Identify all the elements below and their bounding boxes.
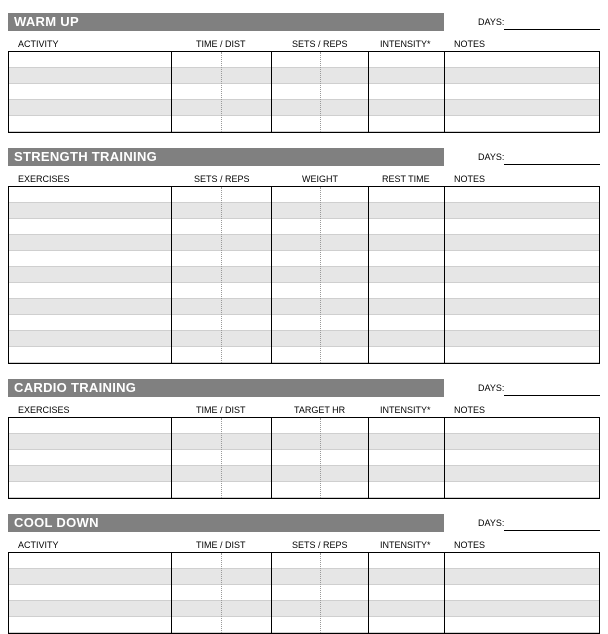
- column-header: NOTES: [454, 39, 486, 49]
- sub-column-divider: [221, 187, 222, 363]
- sub-column-divider: [320, 418, 321, 498]
- column-divider: [171, 187, 172, 363]
- table-row[interactable]: [9, 116, 599, 132]
- table-row[interactable]: [9, 569, 599, 585]
- table-row[interactable]: [9, 331, 599, 347]
- table-row[interactable]: [9, 187, 599, 203]
- log-table: [8, 552, 600, 634]
- log-table: [8, 51, 600, 133]
- days-label: DAYS:: [478, 17, 505, 27]
- column-header: EXERCISES: [18, 405, 70, 415]
- column-header: SETS / REPS: [292, 39, 348, 49]
- days-input-line[interactable]: [504, 164, 600, 165]
- column-divider: [444, 418, 445, 498]
- column-divider: [444, 553, 445, 633]
- table-row[interactable]: [9, 283, 599, 299]
- days-label: DAYS:: [478, 518, 505, 528]
- sub-column-divider: [320, 52, 321, 132]
- section-title: CARDIO TRAINING: [8, 379, 444, 397]
- log-table: [8, 417, 600, 499]
- table-row[interactable]: [9, 84, 599, 100]
- days-label: DAYS:: [478, 383, 505, 393]
- column-header: SETS / REPS: [194, 174, 250, 184]
- column-header: REST TIME: [382, 174, 430, 184]
- column-header: NOTES: [454, 405, 486, 415]
- table-row[interactable]: [9, 466, 599, 482]
- table-row[interactable]: [9, 585, 599, 601]
- section-title: STRENGTH TRAINING: [8, 148, 444, 166]
- section-title: WARM UP: [8, 13, 444, 31]
- column-header: INTENSITY*: [380, 405, 431, 415]
- column-header: TIME / DIST: [196, 39, 246, 49]
- table-row[interactable]: [9, 434, 599, 450]
- sub-column-divider: [221, 52, 222, 132]
- table-row[interactable]: [9, 482, 599, 498]
- column-divider: [368, 553, 369, 633]
- sub-column-divider: [221, 553, 222, 633]
- column-divider: [171, 418, 172, 498]
- sub-column-divider: [320, 553, 321, 633]
- column-divider: [271, 52, 272, 132]
- column-header: ACTIVITY: [18, 39, 59, 49]
- table-row[interactable]: [9, 52, 599, 68]
- column-divider: [271, 187, 272, 363]
- days-input-line[interactable]: [504, 395, 600, 396]
- column-divider: [444, 52, 445, 132]
- column-header: NOTES: [454, 540, 486, 550]
- column-header: INTENSITY*: [380, 540, 431, 550]
- table-row[interactable]: [9, 418, 599, 434]
- column-header: SETS / REPS: [292, 540, 348, 550]
- column-header: TARGET HR: [294, 405, 346, 415]
- table-row[interactable]: [9, 450, 599, 466]
- table-row[interactable]: [9, 315, 599, 331]
- days-input-line[interactable]: [504, 530, 600, 531]
- table-row[interactable]: [9, 601, 599, 617]
- days-input-line[interactable]: [504, 29, 600, 30]
- table-row[interactable]: [9, 251, 599, 267]
- table-row[interactable]: [9, 617, 599, 633]
- column-header: TIME / DIST: [196, 405, 246, 415]
- table-row[interactable]: [9, 100, 599, 116]
- table-row[interactable]: [9, 347, 599, 363]
- days-label: DAYS:: [478, 152, 505, 162]
- column-header: NOTES: [454, 174, 486, 184]
- column-divider: [271, 553, 272, 633]
- column-header: WEIGHT: [302, 174, 338, 184]
- column-divider: [171, 553, 172, 633]
- sub-column-divider: [221, 418, 222, 498]
- table-row[interactable]: [9, 235, 599, 251]
- section-title: COOL DOWN: [8, 514, 444, 532]
- column-divider: [368, 418, 369, 498]
- column-divider: [368, 187, 369, 363]
- column-header: ACTIVITY: [18, 540, 59, 550]
- column-divider: [444, 187, 445, 363]
- table-row[interactable]: [9, 267, 599, 283]
- column-header: EXERCISES: [18, 174, 70, 184]
- table-row[interactable]: [9, 299, 599, 315]
- column-header: TIME / DIST: [196, 540, 246, 550]
- sub-column-divider: [320, 187, 321, 363]
- log-table: [8, 186, 600, 364]
- column-divider: [368, 52, 369, 132]
- column-divider: [271, 418, 272, 498]
- table-row[interactable]: [9, 219, 599, 235]
- table-row[interactable]: [9, 203, 599, 219]
- column-header: INTENSITY*: [380, 39, 431, 49]
- column-divider: [171, 52, 172, 132]
- table-row[interactable]: [9, 68, 599, 84]
- table-row[interactable]: [9, 553, 599, 569]
